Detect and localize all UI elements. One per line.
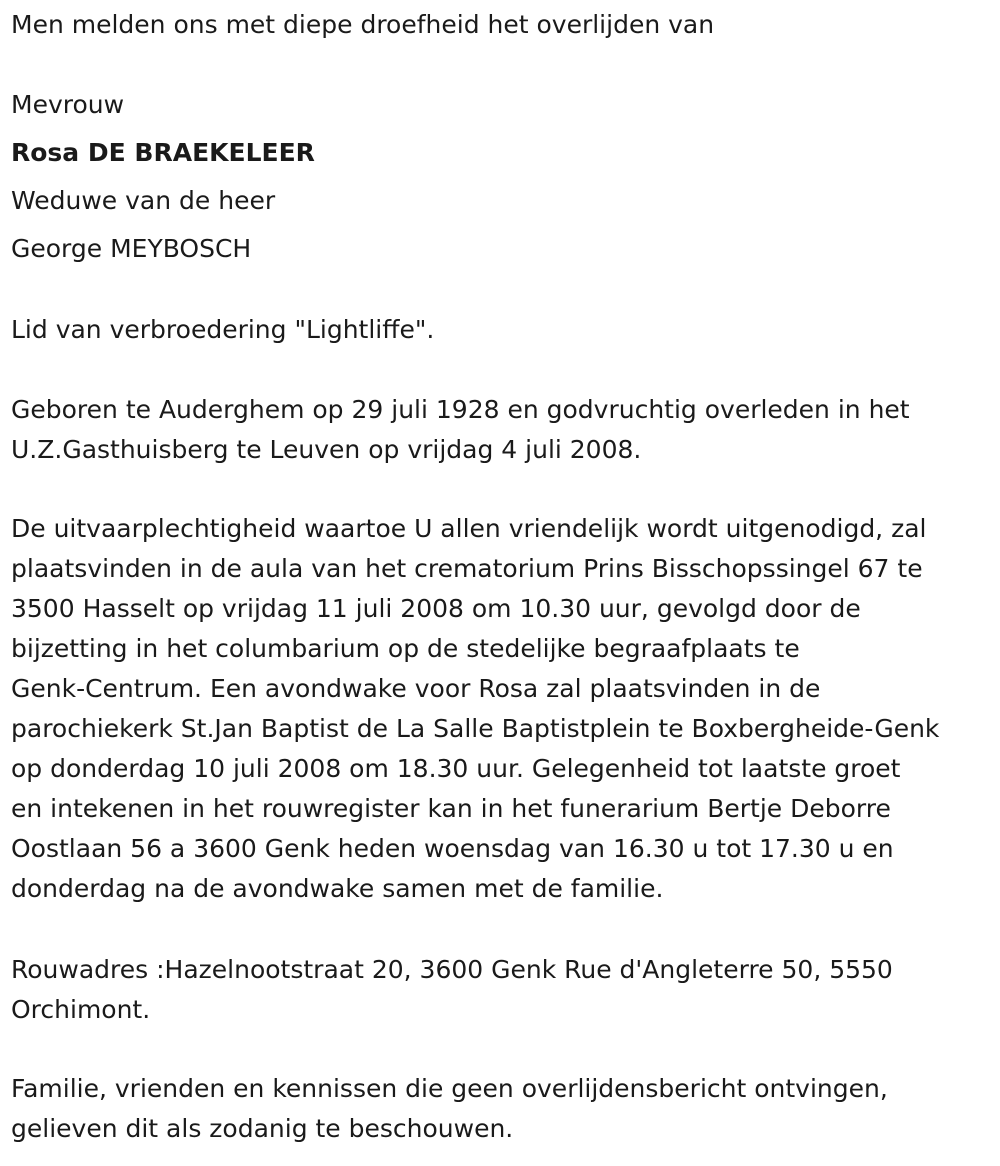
paragraph-line: Geboren te Auderghem op 29 juli 1928 en godvruchtig overleden in het <box>11 395 910 424</box>
paragraph-line: Oostlaan 56 a 3600 Genk heden woensdag van 16.30 u tot 17.30 u en <box>11 834 894 863</box>
paragraph-line: plaatsvinden in de aula van het crematorium Prins Bisschopssingel 67 te <box>11 554 923 583</box>
paragraph-line: en intekenen in het rouwregister kan in het funerarium Bertje Deborre <box>11 794 891 823</box>
paragraph-line: donderdag na de avondwake samen met de familie. <box>11 874 664 903</box>
paragraph-line: bijzetting in het columbarium op de stedelijke begraafplaats te <box>11 634 800 663</box>
membership-text: Lid van verbroedering "Lightliffe". <box>11 315 435 344</box>
paragraph-line: 3500 Hasselt op vrijdag 11 juli 2008 om 10.30 uur, gevolgd door de <box>11 594 861 623</box>
paragraph-line: Orchimont. <box>11 995 151 1024</box>
paragraph-line: parochiekerk St.Jan Baptist de La Salle Baptistplein te Boxbergheide-Genk <box>11 714 940 743</box>
widow-of-text: Weduwe van de heer <box>11 186 276 215</box>
paragraph-line: op donderdag 10 juli 2008 om 18.30 uur. Gelegenheid tot laatste groet <box>11 754 901 783</box>
intro-text: Men melden ons met diepe droefheid het overlijden van <box>11 10 715 39</box>
deceased-name: Rosa DE BRAEKELEER <box>11 138 315 167</box>
paragraph-line: Genk-Centrum. Een avondwake voor Rosa zal plaatsvinden in de <box>11 674 821 703</box>
paragraph-line: De uitvaarplechtigheid waartoe U allen vriendelijk wordt uitgenodigd, zal <box>11 514 927 543</box>
paragraph-line: Rouwadres :Hazelnootstraat 20, 3600 Genk Rue d'Angleterre 50, 5550 <box>11 955 893 984</box>
birth-death-paragraph <box>11 390 996 470</box>
spouse-name: George MEYBOSCH <box>11 234 252 263</box>
closing-paragraph <box>11 1069 996 1149</box>
ceremony-paragraph <box>11 509 996 909</box>
address-paragraph <box>11 950 996 1030</box>
paragraph-line: Familie, vrienden en kennissen die geen overlijdensbericht ontvingen, <box>11 1074 888 1103</box>
salutation-text: Mevrouw <box>11 90 125 119</box>
paragraph-line: gelieven dit als zodanig te beschouwen. <box>11 1114 514 1143</box>
paragraph-line: U.Z.Gasthuisberg te Leuven op vrijdag 4 juli 2008. <box>11 435 642 464</box>
